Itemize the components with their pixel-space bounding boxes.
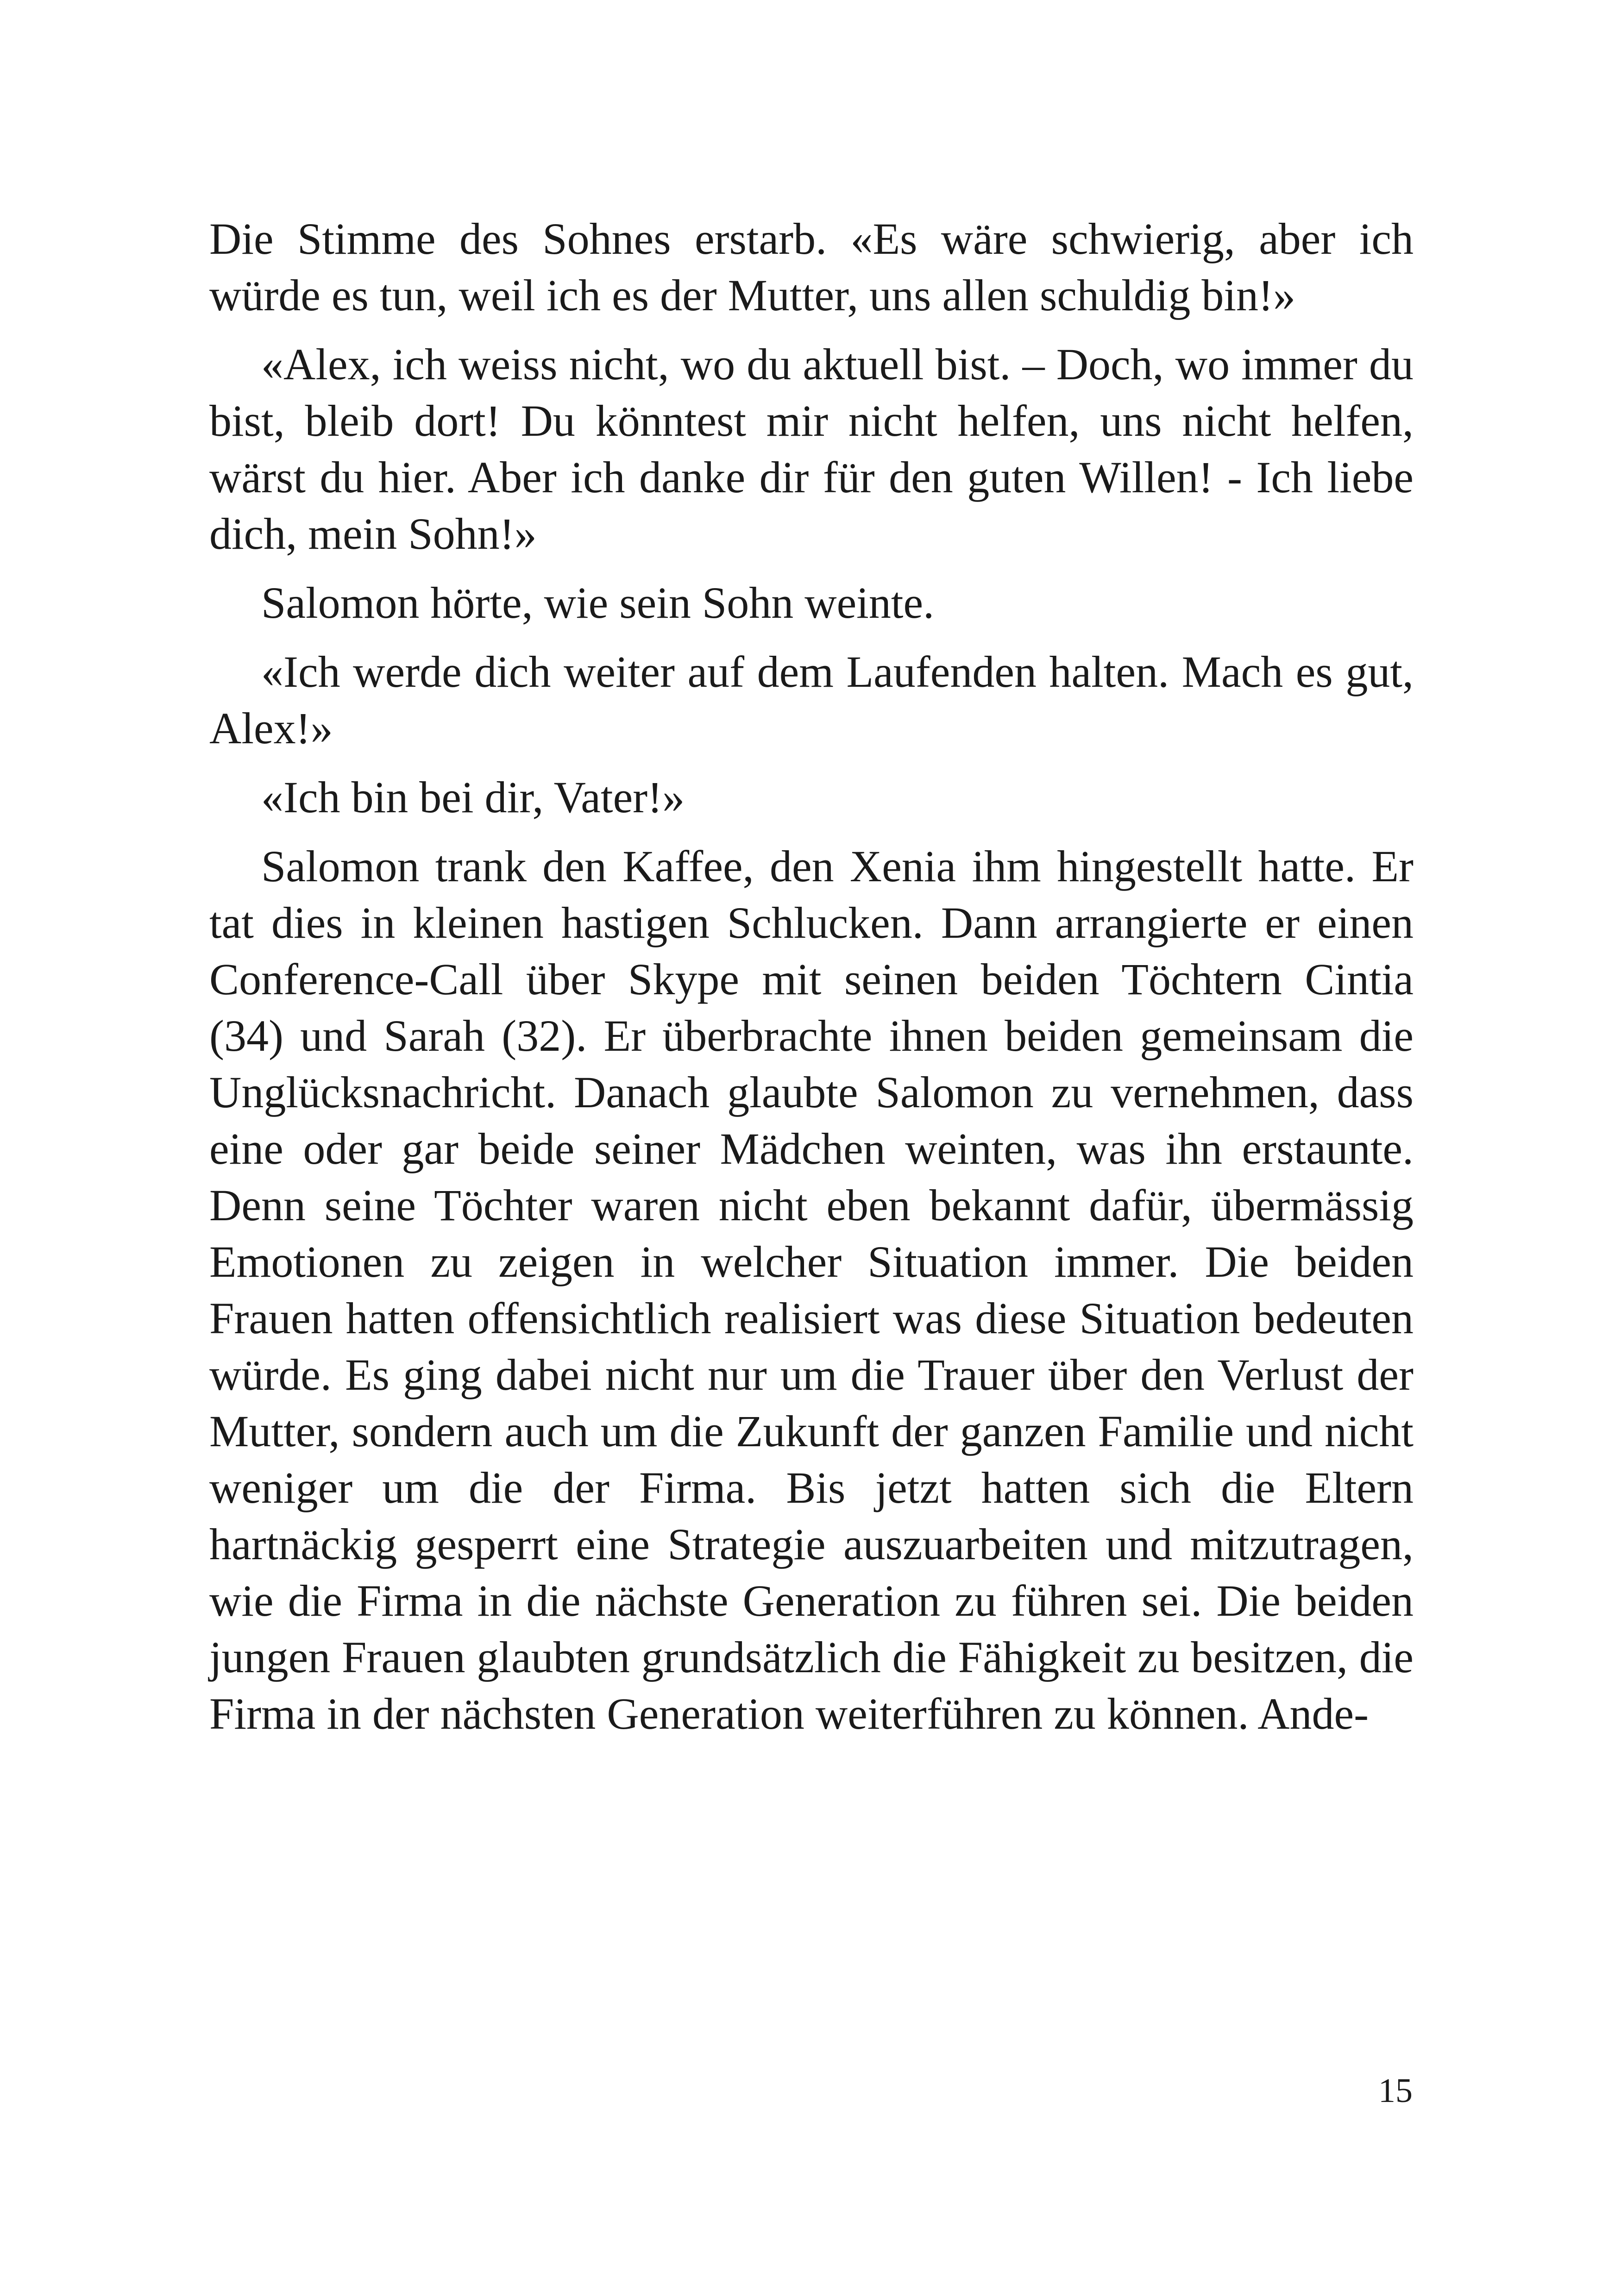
paragraph-3: Salomon hörte, wie sein Sohn weinte. — [261, 578, 935, 627]
paragraph-6: Salomon trank den Kaffee, den Xenia ihm hingestellt hatte. Er tat dies in kleinen hastigen Schlucken. Dann arrangierte er einen Conference-Call über Skype mit seinen beiden Töchtern Cintia (34) und Sarah (32). Er überbrachte ihnen beiden gemeinsam die Unglücksnachricht. Danach glaubte Salomon zu vernehmen, dass eine oder gar beide seiner Mädchen weinten, was ihn erstaunte. Denn seine Töchter waren nicht eben bekannt dafür, übermässig Emotionen zu zeigen in welcher Situation immer. Die beiden Frauen hatten offensichtlich realisiert was diese Situation bedeuten würde. Es ging dabei nicht nur um die Trauer über den Verlust der Mutter, sondern auch um die Zukunft der ganzen Familie und nicht weniger um die der Firma. Bis jetzt hatten sich die Eltern hartnäckig gesperrt eine Strategie auszuarbeiten und mitzutragen, wie die Firma in die nächste Generation zu führen sei. Die beiden jungen Frauen glaubten grundsätzlich die Fähigkeit zu besitzen, die Firma in der nächsten Generation weiterführen zu können. Ande- — [209, 841, 1414, 1738]
paragraph-2: «Alex, ich weiss nicht, wo du aktuell bist. – Doch, wo immer du bist, bleib dort! Du könntest mir nicht helfen, uns nicht helfen, wärst du hier. Aber ich danke dir für den guten Willen! - Ich liebe dich, mein Sohn!» — [209, 339, 1414, 558]
page-number: 15 — [1378, 2072, 1413, 2110]
paragraph-4: «Ich werde dich weiter auf dem Laufenden halten. Mach es gut, Alex!» — [209, 647, 1414, 753]
paragraph-1: Die Stimme des Sohnes erstarb. «Es wäre schwierig, aber ich würde es tun, weil ich es der Mutter, uns allen schuldig bin!» — [209, 214, 1414, 320]
body-text — [209, 211, 1414, 1755]
paragraph-5: «Ich bin bei dir, Vater!» — [261, 772, 685, 822]
